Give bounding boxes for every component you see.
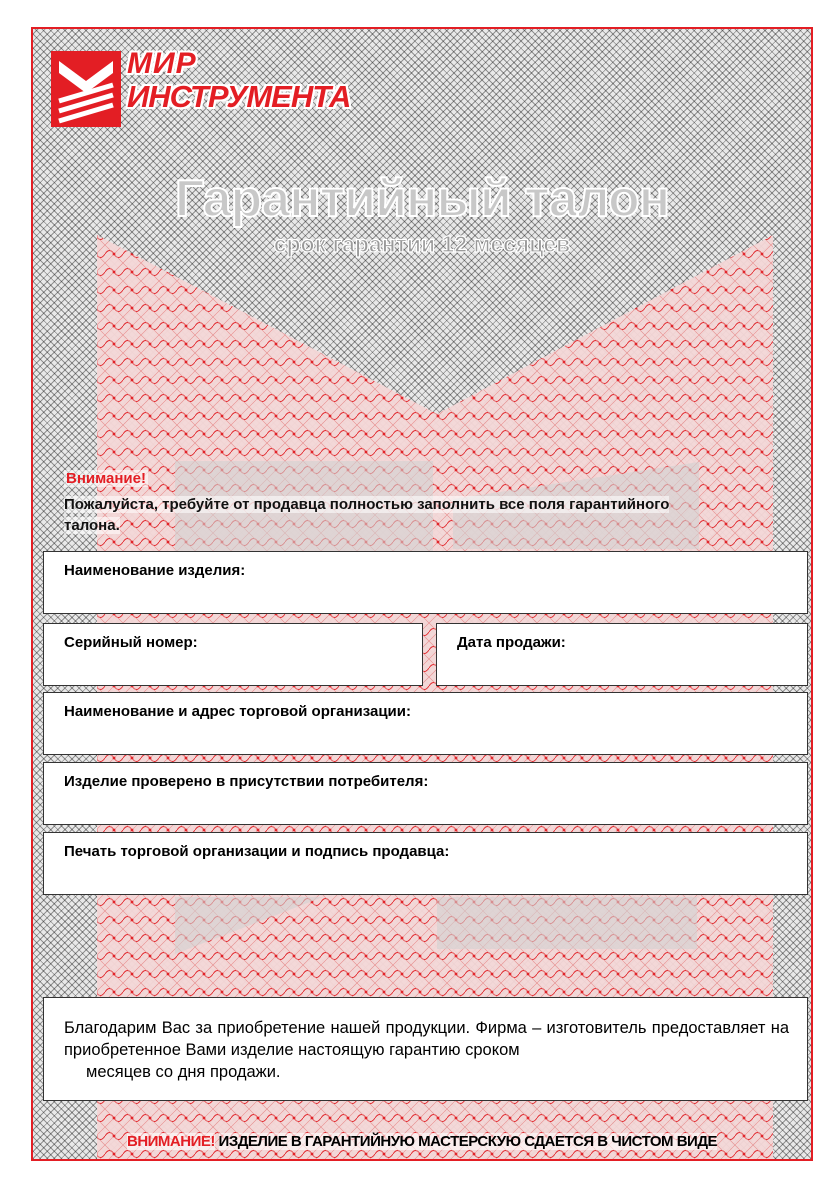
brand-name — [127, 49, 350, 112]
checked-field[interactable] — [43, 762, 808, 825]
checked-label: Изделие проверено в присутствии потребителя: — [64, 773, 429, 790]
stamp-signature-label: Печать торговой организации и подпись продавца: — [64, 843, 450, 860]
warning-text — [64, 494, 724, 536]
page-title: Гарантийный талон — [174, 170, 670, 228]
product-name-label: Наименование изделия: — [64, 562, 246, 579]
serial-number-field[interactable] — [43, 623, 423, 686]
sale-date-label: Дата продажи: — [457, 634, 566, 651]
footer-notice — [33, 1133, 811, 1150]
seller-name-address-label: Наименование и адрес торговой организации: — [64, 703, 411, 720]
brand-line-2: ИНСТРУМЕНТА — [127, 79, 351, 114]
thanks-text: Благодарим Вас за приобретение нашей продукции. Фирма – изготовитель предоставляет на приобретенное Вами изделие настоящую гарантию сроком — [64, 1019, 789, 1059]
footer-text: ИЗДЕЛИЕ В ГАРАНТИЙНУЮ МАСТЕРСКУЮ СДАЕТСЯ В ЧИСТОМ ВИДЕ — [218, 1133, 718, 1150]
serial-number-label: Серийный номер: — [64, 634, 198, 651]
brand-logo-icon — [51, 51, 121, 127]
footer-warning-word: ВНИМАНИЕ! — [126, 1133, 215, 1150]
warranty-card — [31, 27, 813, 1161]
thanks-text-box — [43, 997, 808, 1101]
product-name-field[interactable] — [43, 551, 808, 614]
brand-line-1: МИР — [127, 47, 197, 80]
warning-text-content: Пожалуйста, требуйте от продавца полностью заполнить все поля гарантийного талона. — [64, 496, 670, 534]
warning-heading: Внимание! — [66, 470, 146, 487]
seller-name-address-field[interactable] — [43, 692, 808, 755]
stamp-signature-field[interactable] — [43, 832, 808, 895]
warranty-period: срок гарантии 12 месяцев — [273, 231, 571, 257]
thanks-text-end: месяцев со дня продажи. — [86, 1063, 281, 1081]
sale-date-field[interactable] — [436, 623, 808, 686]
